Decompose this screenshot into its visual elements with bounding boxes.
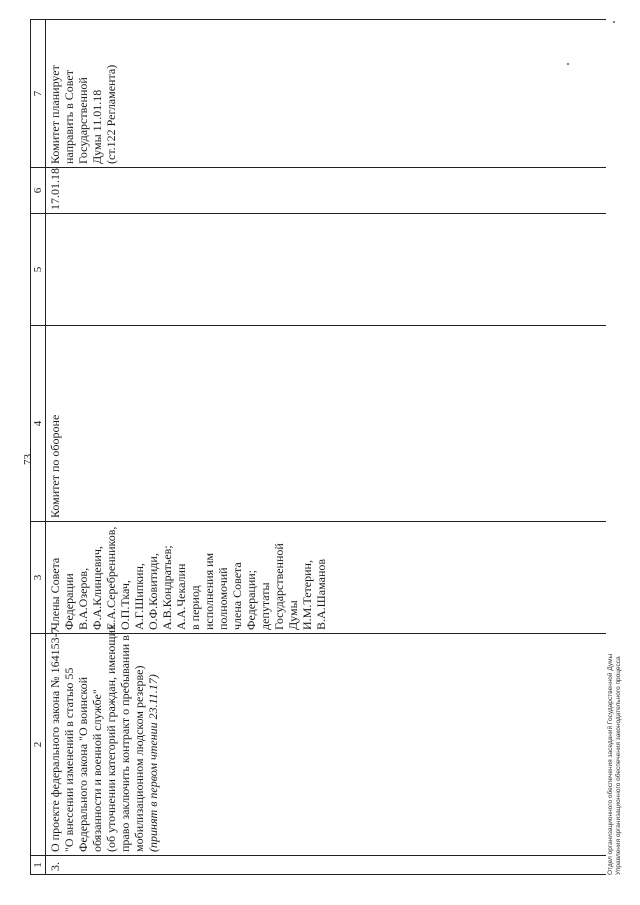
footer-line: Управления организационного обеспечения законодательного процесса (615, 656, 622, 875)
column-header: 1 (31, 856, 46, 875)
page-number: 73 (22, 454, 34, 465)
scan-speck (567, 63, 569, 65)
bill-line: обязанности и военной службе" (90, 689, 104, 852)
author-line: исполнения им (202, 552, 216, 630)
bill-line: мобилизационном людском резерве) (132, 665, 146, 852)
column-header: 6 (31, 168, 46, 214)
bill-line: "О внесении изменений в статью 55 (62, 667, 76, 852)
author-line: В.А.Шаманов (314, 558, 328, 630)
bill-line: Федерального закона "О воинской (76, 676, 90, 852)
column-header: 7 (31, 20, 46, 168)
author-line: Федерации (62, 573, 76, 630)
bill-title-cell (46, 624, 606, 856)
footer (607, 654, 623, 875)
scan-speck (613, 21, 615, 23)
author-line: О.П.Ткач, (118, 580, 132, 630)
table-header-row (31, 20, 46, 875)
bill-line: (об уточнении категорий граждан, имеющих (104, 624, 118, 852)
author-line: члена Совета (230, 562, 244, 630)
author-line: И.М.Тетерин, (300, 560, 314, 630)
author-line: А.Г.Шипкин, (132, 563, 146, 630)
note-line: Комитет планирует (48, 65, 62, 164)
column-header: 2 (31, 634, 46, 856)
bill-line: право заключить контракт о пребывании в (118, 635, 132, 852)
authors-cell (46, 522, 606, 634)
author-line: Члены Совета (48, 557, 62, 630)
author-line: В.А.Озеров, (76, 567, 90, 630)
author-line: А.В.Кондратьев; (160, 545, 174, 630)
author-line: Государственной (272, 543, 286, 630)
bill-line: О проекте федерального закона № 164153-7 (48, 627, 62, 852)
footer-line: Отдел организационного обеспечения заседаний Государственной Думы (607, 653, 614, 875)
author-line: депутаты (258, 582, 272, 630)
author-line: в период (188, 585, 202, 630)
bill-reading-note: (принят в первом чтении 23.11.17) (146, 674, 160, 852)
table-row (46, 20, 606, 875)
author-line: Е.А.Серебренников, (104, 526, 118, 630)
date-cell: 17.01.18 (46, 168, 606, 214)
committee-cell: Комитет по обороне (46, 326, 606, 522)
bills-table (30, 19, 606, 875)
author-line: полномочий (216, 567, 230, 630)
column-header: 4 (31, 326, 46, 522)
author-line: А.А.Чекалин (174, 563, 188, 630)
note-line: Думы 11.01.18 (90, 89, 104, 164)
row-number: 3. (46, 856, 606, 875)
column-header: 5 (31, 214, 46, 326)
note-cell (46, 20, 606, 168)
author-line: Федерации; (244, 569, 258, 630)
empty-cell (46, 214, 606, 326)
note-line: (ст.122 Регламента) (104, 64, 118, 164)
author-line: Ф.А.Клинцевич, (90, 546, 104, 630)
column-header: 3 (31, 522, 46, 634)
note-line: Государственной (76, 77, 90, 164)
author-line: О.Ф.Ковитиди, (146, 553, 160, 630)
note-line: направить в Совет (62, 70, 76, 164)
author-line: Думы (286, 600, 300, 630)
